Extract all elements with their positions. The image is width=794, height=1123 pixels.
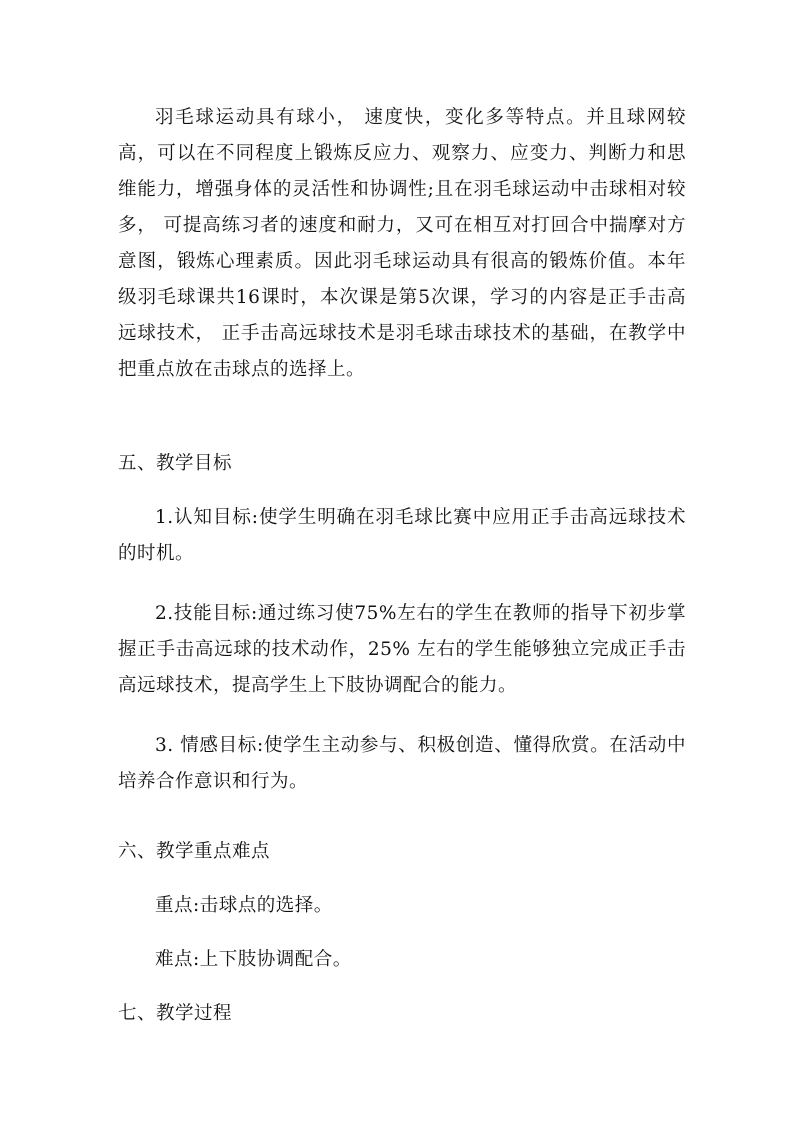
difficulty-point: 难点:上下肢协调配合。 <box>155 949 352 970</box>
key-point: 重点:击球点的选择。 <box>155 895 333 916</box>
goal-cognitive: 1.认知目标:使学生明确在羽毛球比赛中应用正手击高远球技术的时机。 <box>118 507 686 564</box>
goal-emotional: 3. 情感目标:使学生主动参与、积极创造、懂得欣赏。在活动中培养合作意识和行为。 <box>118 735 686 792</box>
intro-paragraph: 羽毛球运动具有球小， 速度快，变化多等特点。并且球网较高，可以在不同程度上锻炼反应力、观察力、应变力、判断力和思维能力，增强身体的灵活性和协调性;且在羽毛球运动中击球相对较多， 可提高练习者的速度和耐力，又可在相互对打回合中揣摩对方意图，锻炼心理素质。因此羽毛球运动具有很高的锻炼价值。本年级羽毛球课共16课时，本次课是第5次课，学习的内容是正手击高远球技术， 正手击高远球技术是羽毛球击球技术的基础，在教学中把重点放在击球点的选择上。 <box>118 107 686 380</box>
section-heading-teaching-goals: 五、教学目标 <box>118 453 233 474</box>
section-heading-key-points: 六、教学重点难点 <box>118 841 271 862</box>
goal-skill: 2.技能目标:通过练习使75%左右的学生在教师的指导下初步掌握正手击高远球的技术动作，25% 左右的学生能够独立完成正手击高远球技术，提高学生上下肢协调配合的能力。 <box>118 603 686 696</box>
section-heading-teaching-process: 七、教学过程 <box>118 1003 233 1024</box>
